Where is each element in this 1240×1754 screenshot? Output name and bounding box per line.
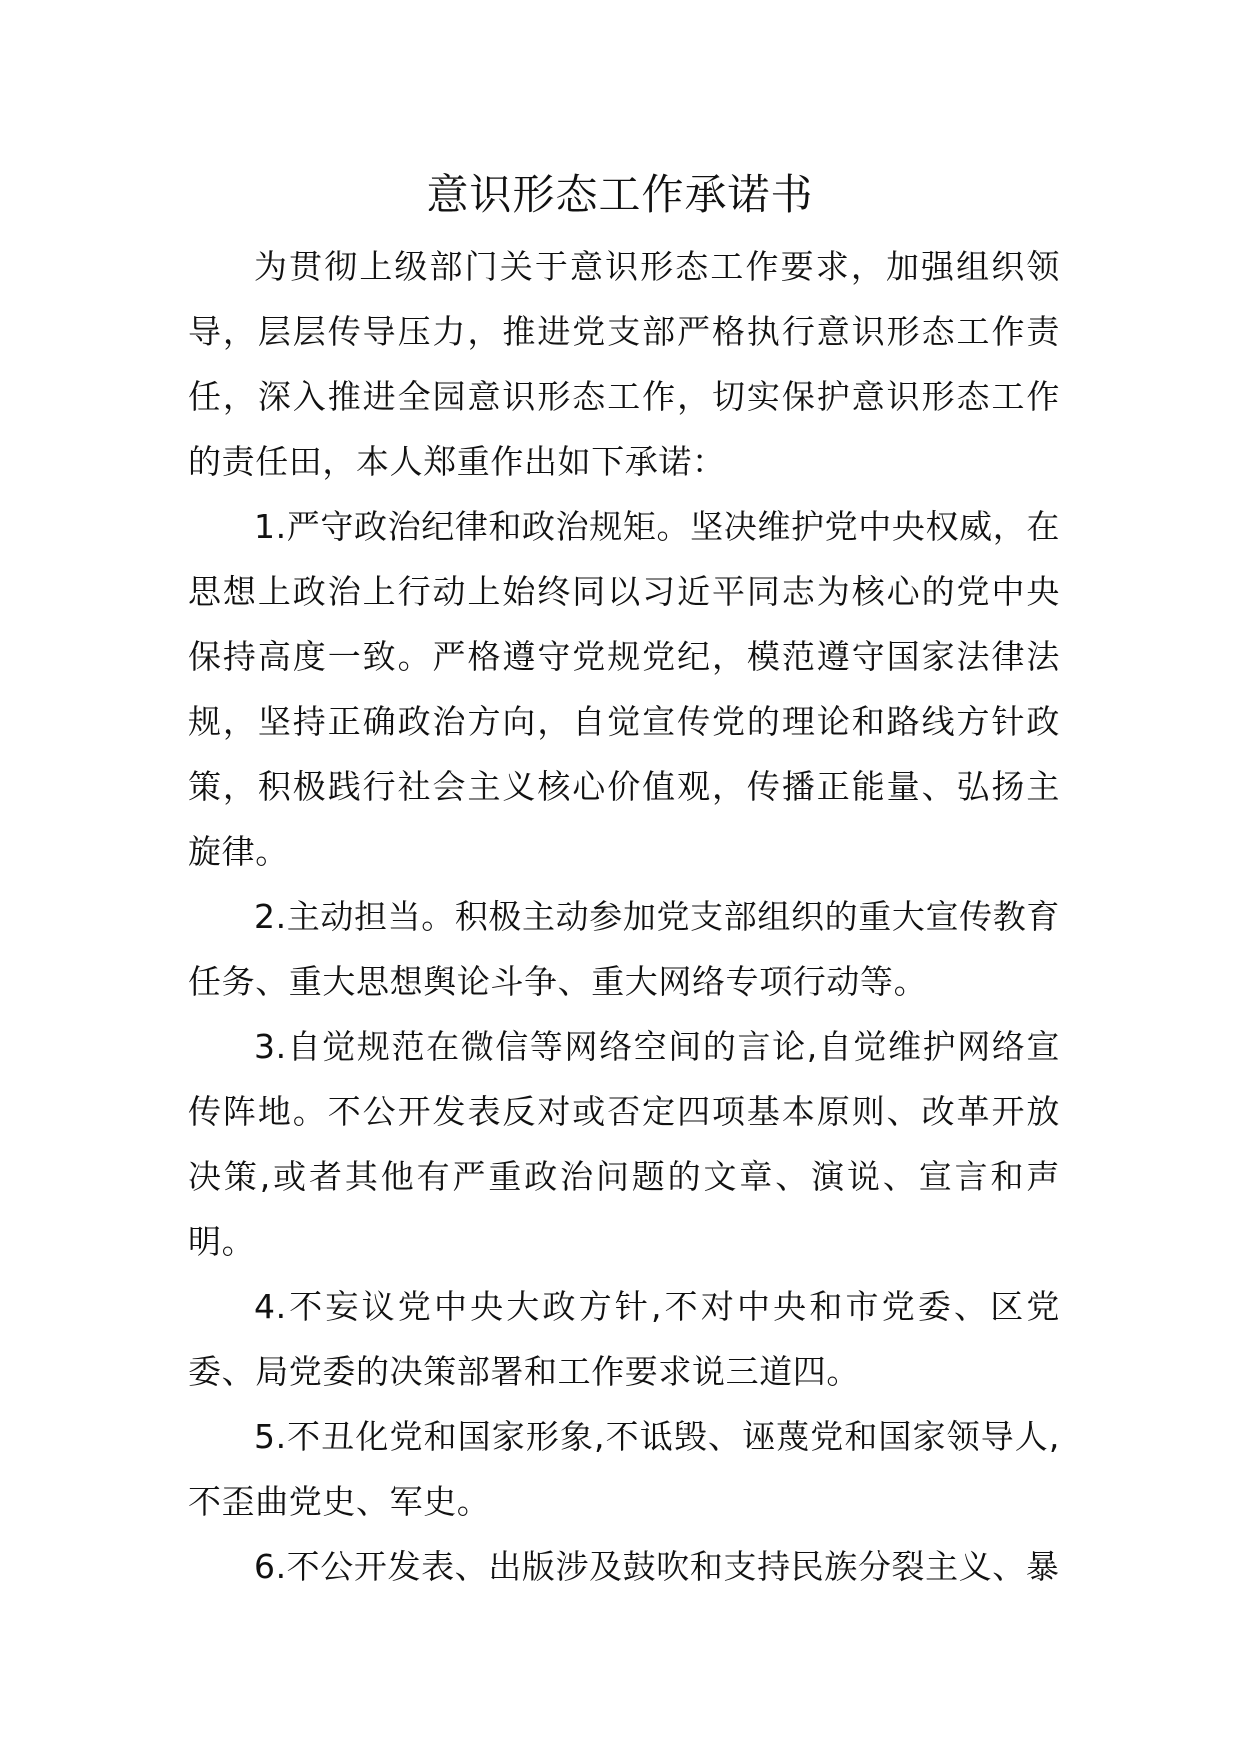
commitment-item-3: 3.自觉规范在微信等网络空间的言论,自觉维护网络宣传阵地。不公开发表反对或否定四项基本原则、改革开放决策,或者其他有严重政治问题的文章、演说、宣言和声明。 bbox=[188, 1027, 1060, 1261]
commitment-item-5: 5.不丑化党和国家形象,不诋毁、诬蔑党和国家领导人,不歪曲党史、军史。 bbox=[188, 1417, 1060, 1521]
commitment-item-1: 1.严守政治纪律和政治规矩。坚决维护党中央权威，在思想上政治上行动上始终同以习近平同志为核心的党中央保持高度一致。严格遵守党规党纪，模范遵守国家法律法规，坚持正确政治方向，自觉宣传党的理论和路线方针政策，积极践行社会主义核心价值观，传播正能量、弘扬主旋律。 bbox=[188, 507, 1060, 871]
document-body bbox=[188, 234, 1060, 1599]
commitment-item-2: 2.主动担当。积极主动参加党支部组织的重大宣传教育任务、重大思想舆论斗争、重大网络专项行动等。 bbox=[188, 897, 1060, 1001]
commitment-item-6: 6.不公开发表、出版涉及鼓吹和支持民族分裂主义、暴 bbox=[254, 1547, 1060, 1586]
commitment-item-4: 4.不妄议党中央大政方针,不对中央和市党委、区党委、局党委的决策部署和工作要求说三道四。 bbox=[188, 1287, 1060, 1391]
document-title: 意识形态工作承诺书 bbox=[426, 170, 814, 219]
intro-paragraph: 为贯彻上级部门关于意识形态工作要求，加强组织领导，层层传导压力，推进党支部严格执行意识形态工作责任，深入推进全园意识形态工作，切实保护意识形态工作的责任田，本人郑重作出如下承诺： bbox=[188, 247, 1060, 481]
